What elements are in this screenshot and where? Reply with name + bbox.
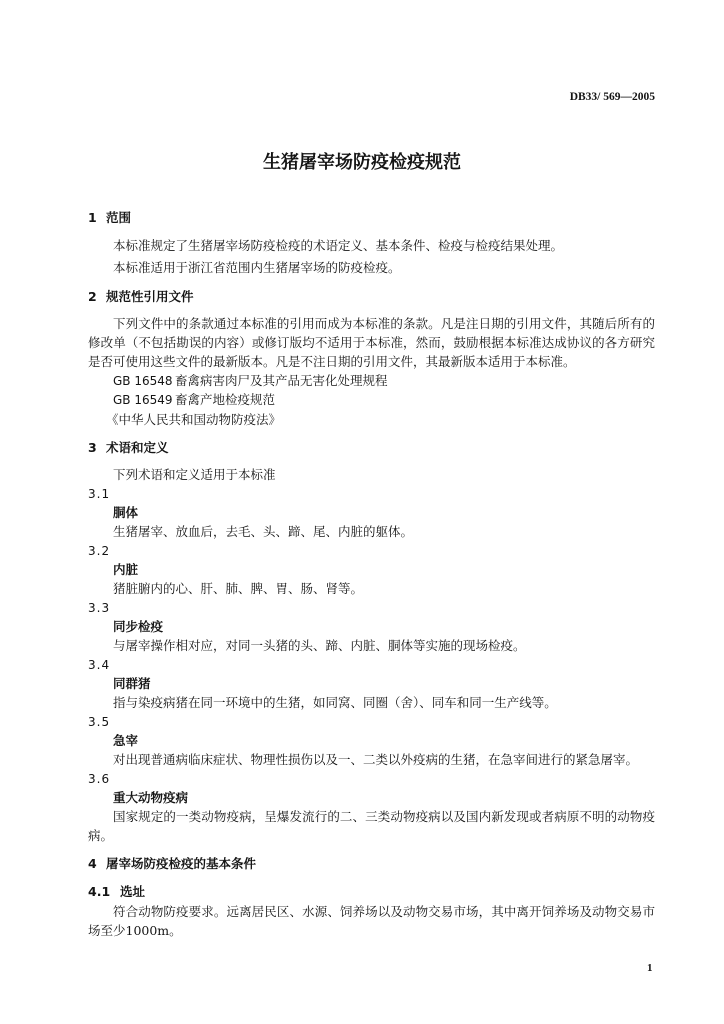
term-number: 3.1	[88, 487, 111, 501]
term-definition-line: 指与染疫病猪在同一环境中的生猪，如同窝、同圈（舍）、同车和同一生产线等。	[113, 695, 557, 710]
term-definition-line: 生猪屠宰、放血后，去毛、头、蹄、尾、内脏的躯体。	[113, 524, 414, 539]
paragraph-line: 是否可使用这些文件的最新版本。凡是不注日期的引用文件，其最新版本适用于本标准。	[88, 354, 576, 369]
term-definition-line: 与屠宰操作相对应，对同一头猪的头、蹄、内脏、胴体等实施的现场检疫。	[113, 638, 526, 653]
term-name: 重大动物疫病	[113, 790, 189, 805]
subsection-heading: 选址	[120, 884, 146, 899]
standard-code: DB33/ 569—2005	[569, 91, 655, 103]
paragraph-line: 下列文件中的条款通过本标准的引用而成为本标准的条款。凡是注日期的引用文件，其随后所有的	[113, 316, 655, 331]
term-definition-line: 对出现普通病临床症状、物理性损伤以及一、二类以外疫病的生猪，在急宰间进行的紧急屠宰。	[113, 752, 639, 767]
paragraph-line: 下列术语和定义适用于本标准	[113, 467, 276, 482]
term-name: 胴体	[113, 505, 139, 520]
section-1-heading: 范围	[106, 210, 132, 225]
paragraph-line: 场至少1000m。	[88, 923, 182, 938]
section-2-number: 2	[88, 289, 97, 304]
section-4-heading: 屠宰场防疫检疫的基本条件	[106, 856, 257, 871]
section-4-number: 4	[88, 856, 97, 871]
paragraph-line: 修改单（不包括勘误的内容）或修订版均不适用于本标准，然而，鼓励根据本标准达成协议的各方研究	[88, 335, 655, 350]
document-title: 生猪屠宰场防疫检疫规范	[263, 152, 461, 173]
paragraph-line: 符合动物防疫要求。远离居民区、水源、饲养场以及动物交易市场，其中离开饲养场及动物交易市	[113, 904, 655, 919]
term-definition-line: 国家规定的一类动物疫病，呈爆发流行的二、三类动物疫病以及国内新发现或者病原不明的动物疫	[113, 809, 655, 824]
section-2-heading: 规范性引用文件	[106, 289, 194, 304]
section-3-number: 3	[88, 440, 97, 455]
section-1-number: 1	[88, 210, 97, 225]
paragraph-line: 本标准适用于浙江省范围内生猪屠宰场的防疫检疫。	[113, 260, 401, 275]
term-number: 3.4	[88, 658, 111, 672]
paragraph-line: 本标准规定了生猪屠宰场防疫检疫的术语定义、基本条件、检疫与检疫结果处理。	[113, 238, 564, 253]
reference-code: GB 16549	[113, 393, 173, 407]
section-3-heading: 术语和定义	[106, 440, 169, 455]
term-name: 同群猪	[113, 676, 151, 691]
term-name: 同步检疫	[113, 619, 164, 634]
term-definition-line: 病。	[88, 828, 114, 843]
term-name: 急宰	[113, 733, 139, 748]
reference-title: 畜禽产地检疫规范	[175, 392, 276, 407]
term-number: 3.2	[88, 544, 111, 558]
reference-title: 《中华人民共和国动物防疫法》	[106, 412, 282, 427]
term-name: 内脏	[113, 562, 139, 577]
reference-code: GB 16548	[113, 374, 173, 388]
term-number: 3.3	[88, 601, 111, 615]
term-definition-line: 猪脏腑内的心、肝、肺、脾、胃、肠、肾等。	[113, 581, 364, 596]
reference-title: 畜禽病害肉尸及其产品无害化处理规程	[175, 373, 388, 388]
page-number: 1	[647, 962, 653, 974]
subsection-number: 4.1	[88, 884, 111, 899]
term-number: 3.5	[88, 715, 111, 729]
term-number: 3.6	[88, 772, 111, 786]
